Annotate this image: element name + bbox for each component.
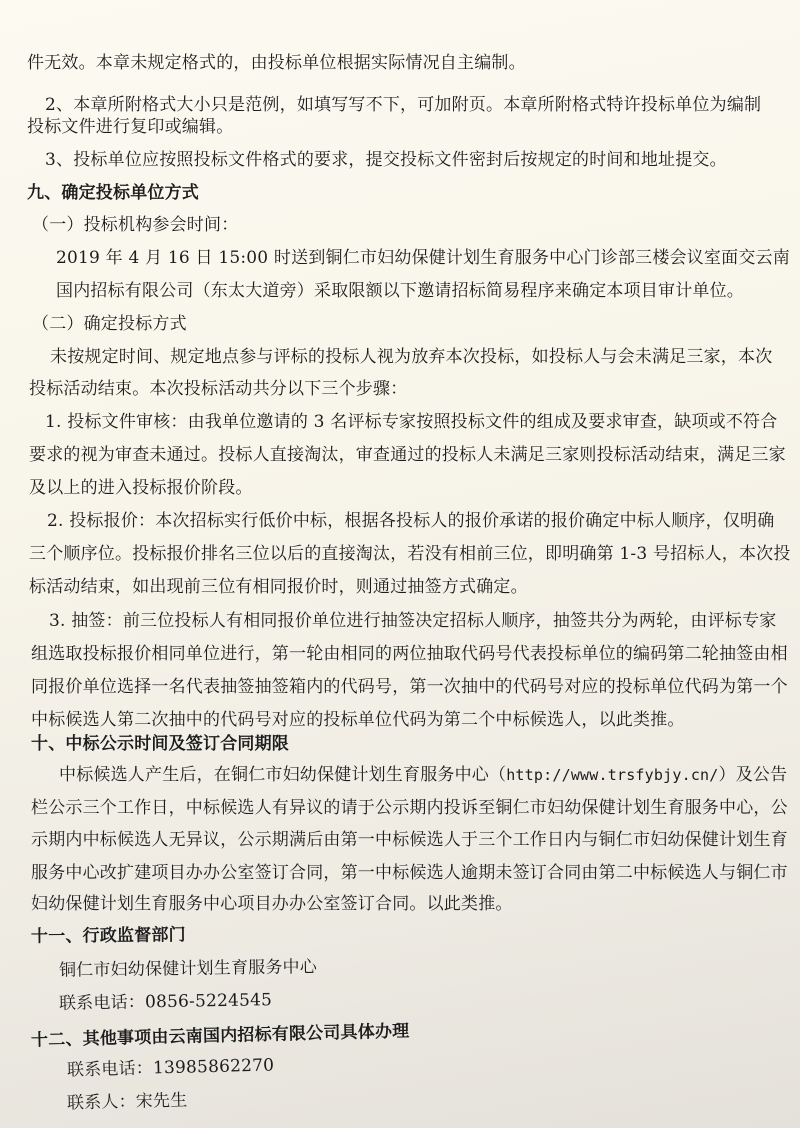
step-3-line-1: 3. 抽签：前三位投标人有相同报价单位进行抽签决定招标人顺序，抽签共分为两轮，由评标专家 bbox=[49, 611, 777, 631]
step-3-line-4: 中标候选人第二次抽中的代码号对应的投标单位代码为第二个中标候选人，以此类推。 bbox=[31, 710, 685, 730]
section-10-line-1 bbox=[59, 764, 787, 786]
intro-item-2-line-2: 投标文件进行复印或编辑。 bbox=[27, 117, 234, 137]
website-url: http://www.trsfybjy.cn/ bbox=[506, 766, 719, 784]
section-9-sub-2-title: （二）确定投标方式 bbox=[32, 314, 187, 334]
step-1-line-3: 及以上的进入投标报价阶段。 bbox=[29, 478, 253, 498]
agency-contact-line bbox=[67, 1090, 188, 1115]
section-12-title: 十二、其他事项由云南国内招标有限公司具体办理 bbox=[30, 1021, 410, 1051]
step-3-line-2: 组选取投标报价相同单位进行，第一轮由相同的两位抽取代码号代表投标单位的编码第二轮抽签由相 bbox=[31, 644, 788, 664]
agency-contact-label: 联系人： bbox=[66, 1091, 137, 1114]
section-9-sub-2-para-line-2: 投标活动结束。本次投标活动共分以下三个步骤： bbox=[29, 379, 408, 399]
section-11-title: 十一、行政监督部门 bbox=[30, 925, 186, 947]
intro-line-1: 件无效。本章未规定格式的，由投标单位根据实际情况自主编制。 bbox=[27, 53, 526, 73]
step-1-line-2: 要求的视为审查未通过。投标人直接淘汰，审查通过的投标人未满足三家则投标活动结束，满足三家 bbox=[29, 445, 786, 465]
supervisor-phone-label: 联系电话： bbox=[58, 992, 146, 1014]
section-10-line-2: 栏公示三个工作日，中标候选人有异议的请于公示期内投诉至铜仁市妇幼保健计划生育服务中心，公 bbox=[31, 798, 788, 818]
step-2-line-1: 2. 投标报价：本次招标实行低价中标，根据各投标人的报价承诺的报价确定中标人顺序，仅明确 bbox=[47, 511, 775, 531]
step-2-line-2: 三个顺序位。投标报价排名三位以后的直接淘汰，若没有相前三位，即明确第 1-3 号招标人，本次投 bbox=[29, 544, 791, 564]
agency-phone-label: 联系电话： bbox=[66, 1058, 154, 1081]
agency-phone: 13985862270 bbox=[152, 1055, 275, 1079]
intro-item-2-line-1: 2、本章所附格式大小只是范例，如填写写不下，可加附页。本章所附格式特许投标单位为编制 bbox=[45, 95, 762, 115]
section-9-sub-1-line-2: 国内招标有限公司（东太大道旁）采取限额以下邀请招标简易程序来确定本项目审计单位。 bbox=[56, 281, 744, 301]
section-9-sub-2-para-line-1: 未按规定时间、规定地点参与评标的投标人视为放弃本次投标，如投标人与会未满足三家，本次 bbox=[50, 347, 773, 367]
supervisor-phone-line bbox=[59, 989, 272, 1015]
supervisor-phone: 0856-5224545 bbox=[144, 990, 273, 1013]
step-1-line-1: 1. 投标文件审核：由我单位邀请的 3 名评标专家按照投标文件的组成及要求审查，缺项或不符合 bbox=[45, 412, 778, 432]
section-10-title: 十、中标公示时间及签订合同期限 bbox=[31, 734, 289, 754]
agency-phone-line bbox=[67, 1054, 275, 1081]
step-3-line-3: 同报价单位选择一名代表抽签抽签箱内的代码号，第一次抽中的代码号对应的投标单位代码为第一个 bbox=[31, 677, 788, 697]
section-10-line-4: 服务中心改扩建项目办办公室签订合同，第一中标候选人逾期未签订合同由第二中标候选人与铜仁市 bbox=[31, 863, 788, 883]
agency-contact: 宋先生 bbox=[135, 1090, 188, 1112]
section-10-line-1-text-b: ）及公告 bbox=[718, 765, 788, 785]
supervisor-org: 铜仁市妇幼保健计划生育服务中心 bbox=[58, 957, 318, 981]
section-10-line-3: 示期内中标候选人无异议，公示期满后由第一中标候选人于三个工作日内与铜仁市妇幼保健计划生育 bbox=[31, 830, 788, 850]
step-2-line-3: 标活动结束，如出现前三位有相同报价时，则通过抽签方式确定。 bbox=[29, 577, 528, 597]
section-10-line-1-text-a: 中标候选人产生后，在铜仁市妇幼保健计划生育服务中心（ bbox=[59, 765, 507, 785]
section-9-sub-1-title: （一）投标机构参会时间： bbox=[32, 215, 239, 235]
section-9-sub-1-line-1: 2019 年 4 月 16 日 15:00 时送到铜仁市妇幼保健计划生育服务中心门诊部三楼会议室面交云南 bbox=[56, 248, 790, 268]
section-9-title: 九、确定投标单位方式 bbox=[27, 183, 199, 203]
intro-item-3: 3、投标单位应按照投标文件格式的要求，提交投标文件密封后按规定的时间和地址提交。 bbox=[45, 150, 727, 170]
section-10-line-5: 妇幼保健计划生育服务中心项目办办公室签订合同。以此类推。 bbox=[31, 894, 513, 914]
